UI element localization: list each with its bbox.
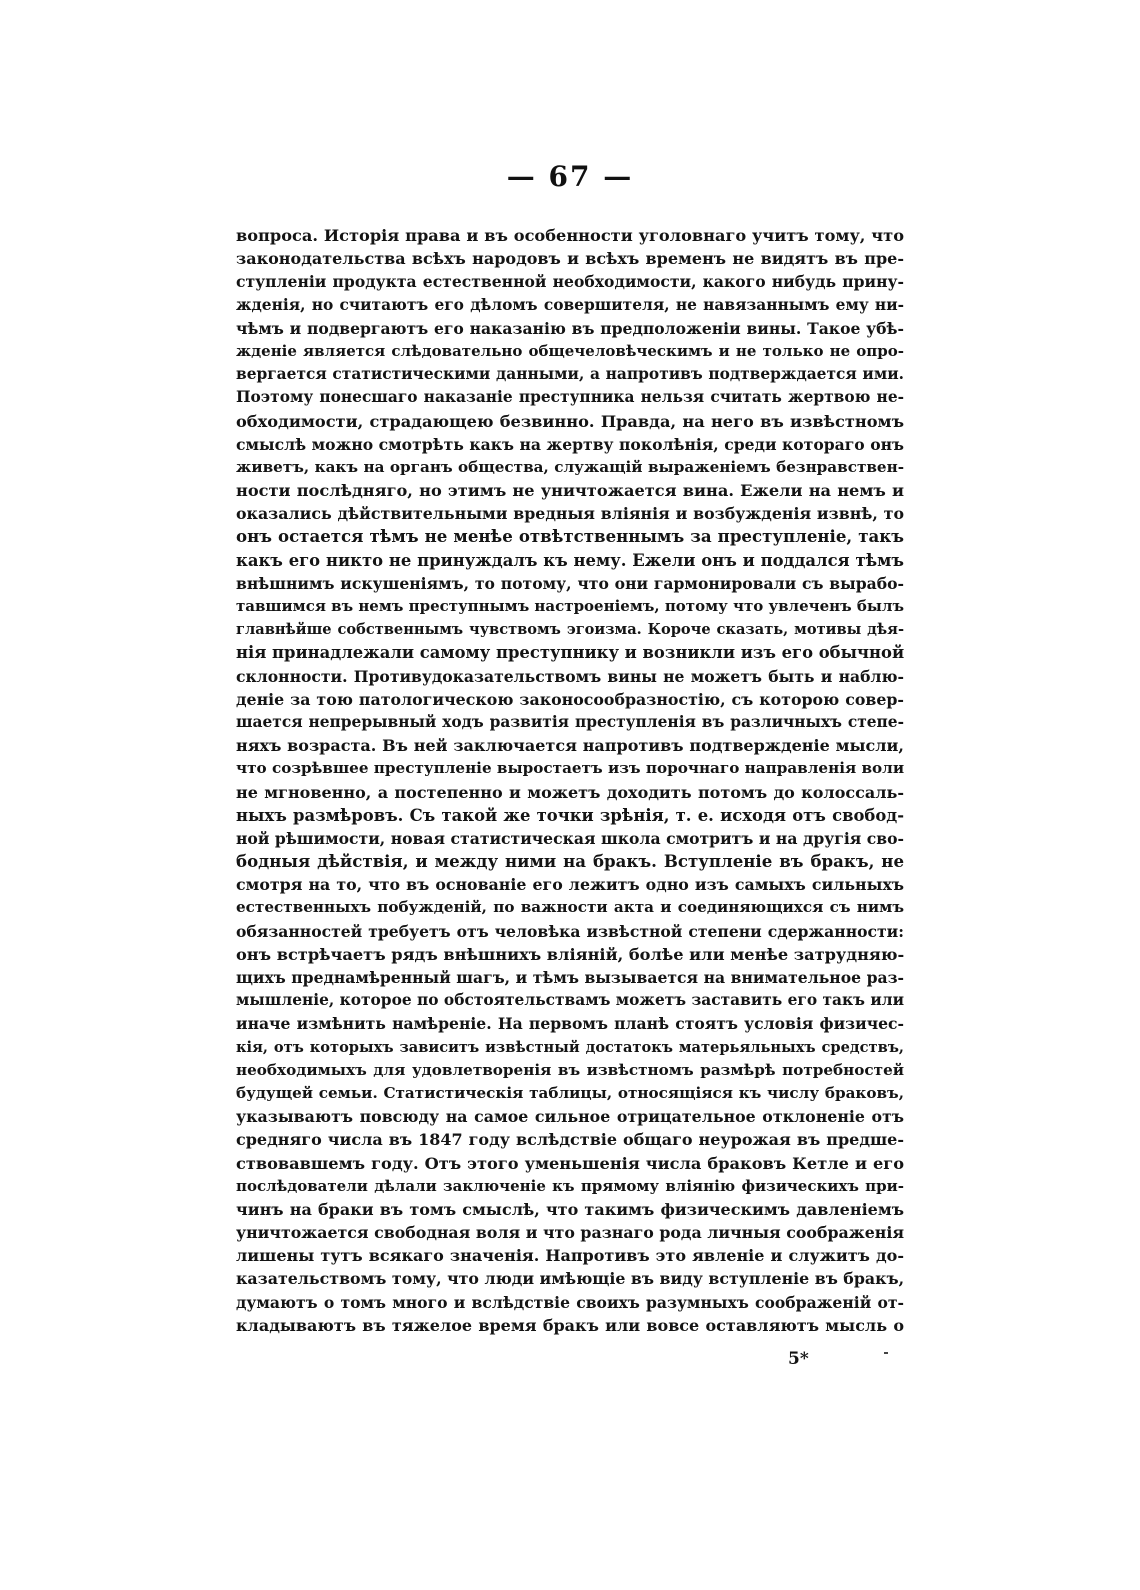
text-line: указываютъ повсюду на самое сильное отрицательное отклоненіе отъ: [236, 1107, 904, 1127]
text-line: законодательства всѣхъ народовъ и всѣхъ временъ не видятъ въ пре-: [236, 249, 904, 269]
text-line: какъ его никто не принуждалъ къ нему. Ежели онъ и поддался тѣмъ: [236, 550, 904, 570]
text-line: жденіе является слѣдовательно общечеловѣческимъ и не только не опро-: [236, 341, 904, 360]
text-line: Поэтому понесшаго наказаніе преступника нельзя считать жертвою не-: [236, 388, 904, 407]
text-line: лишены тутъ всякаго значенія. Напротивъ это явленіе и служитъ до-: [236, 1246, 904, 1266]
text-line: ствовавшемъ году. Отъ этого уменьшенія числа браковъ Кетле и его: [236, 1153, 904, 1173]
text-line: вопроса. Исторія права и въ особенности уголовнаго учитъ тому, что: [236, 226, 904, 245]
text-line: смыслѣ можно смотрѣть какъ на жертву поколѣнія, среди котораго онъ: [236, 434, 904, 454]
body-text: [236, 224, 904, 1337]
text-line: чинъ на браки въ томъ смыслѣ, что такимъ физическимъ давленіемъ: [236, 1199, 904, 1219]
text-line: обязанностей требуетъ отъ человѣка извѣстной степени сдержанности:: [236, 921, 904, 941]
text-line: оказались дѣйствительными вредныя вліянія и возбужденія извнѣ, то: [236, 504, 904, 524]
text-line: что созрѣвшее преступленіе выростаетъ изъ порочнаго направленія воли: [236, 759, 904, 778]
text-line: тавшимся въ немъ преступнымъ настроеніемъ, потому что увлеченъ былъ: [236, 597, 904, 615]
text-line: ности послѣдняго, но этимъ не уничтожается вина. Ежели на немъ и: [236, 481, 904, 501]
signature-mark: 5*: [788, 1349, 809, 1369]
text-line: нія принадлежали самому преступнику и возникли изъ его обычной: [236, 643, 904, 663]
text-line: смотря на то, что въ основаніе его лежитъ одно изъ самыхъ сильныхъ: [236, 875, 904, 895]
text-line: онъ встрѣчаетъ рядъ внѣшнихъ вліяній, болѣе или менѣе затрудняю-: [236, 944, 904, 964]
text-line: кладываютъ въ тяжелое время бракъ или вовсе оставляютъ мысль о: [236, 1315, 904, 1335]
text-line: онъ остается тѣмъ не менѣе отвѣтственнымъ за преступленіе, такъ: [236, 526, 904, 547]
text-line: деніе за тою патологическою законосообразностію, съ которою совер-: [236, 689, 904, 709]
text-line: казательствомъ тому, что люди имѣющіе въ виду вступленіе въ бракъ,: [236, 1269, 904, 1289]
text-line: думаютъ о томъ много и вслѣдствіе своихъ разумныхъ соображеній от-: [236, 1292, 904, 1312]
text-line: иначе измѣнить намѣреніе. На первомъ планѣ стоятъ условія физичес-: [236, 1014, 904, 1034]
text-line: средняго числа въ 1847 году вслѣдствіе общаго неурожая въ предше-: [236, 1130, 904, 1150]
text-line: бодныя дѣйствія, и между ними на бракъ. Вступленіе въ бракъ, не: [236, 851, 904, 872]
text-line: мышленіе, которое по обстоятельствамъ можетъ заставить его такъ или: [236, 991, 904, 1010]
text-line: няхъ возраста. Въ ней заключается напротивъ подтвержденіе мысли,: [236, 736, 904, 756]
text-line: ной рѣшимости, новая статистическая школа смотритъ и на другія сво-: [236, 828, 904, 848]
text-line: необходимыхъ для удовлетворенія въ извѣстномъ размѣрѣ потребностей: [236, 1060, 904, 1079]
text-line: ступленіи продукта естественной необходимости, какого нибудь прину-: [236, 272, 904, 292]
print-speck: [884, 1352, 888, 1354]
text-line: внѣшнимъ искушеніямъ, то потому, что они гармонировали съ вырабо-: [236, 573, 904, 593]
text-line: уничтожается свободная воля и что разнаго рода личныя соображенія: [236, 1223, 904, 1243]
text-line: естественныхъ побужденій, по важности акта и соединяющихся съ нимъ: [236, 898, 904, 917]
text-line: шается непрерывный ходъ развитія преступленія въ различныхъ степе-: [236, 712, 904, 731]
text-line: главнѣйше собственнымъ чувствомъ эгоизма. Короче сказать, мотивы дѣя-: [236, 621, 904, 639]
text-line: не мгновенно, а постепенно и можетъ доходить потомъ до колоссаль-: [236, 782, 904, 802]
text-line: жденія, но считаютъ его дѣломъ совершителя, не навязаннымъ ему ни-: [236, 295, 904, 314]
text-line: чѣмъ и подвергаютъ его наказанію въ предположеніи вины. Такое убѣ-: [236, 318, 904, 338]
text-line: обходимости, страдающею безвинно. Правда, на него въ извѣстномъ: [236, 411, 904, 431]
text-line: послѣдователи дѣлали заключеніе къ прямому вліянію физическихъ при-: [236, 1176, 904, 1195]
text-line: вергается статистическими данными, а напротивъ подтверждается ими.: [236, 365, 904, 384]
text-line: кія, отъ которыхъ зависитъ извѣстный достатокъ матерьяльныхъ средствъ,: [236, 1038, 904, 1056]
page-number: — 67 —: [506, 160, 634, 193]
text-line: щихъ преднамѣренный шагъ, и тѣмъ вызывается на внимательное раз-: [236, 968, 904, 987]
text-line: живетъ, какъ на органъ общества, служащій выраженіемъ безнравствен-: [236, 457, 904, 476]
text-line: склонности. Противудоказательствомъ вины не можетъ быть и наблю-: [236, 666, 904, 686]
text-line: ныхъ размѣровъ. Съ такой же точки зрѣнія, т. е. исходя отъ свобод-: [236, 805, 904, 825]
text-line: будущей семьи. Статистическія таблицы, относящіяся къ числу браковъ,: [236, 1083, 904, 1102]
